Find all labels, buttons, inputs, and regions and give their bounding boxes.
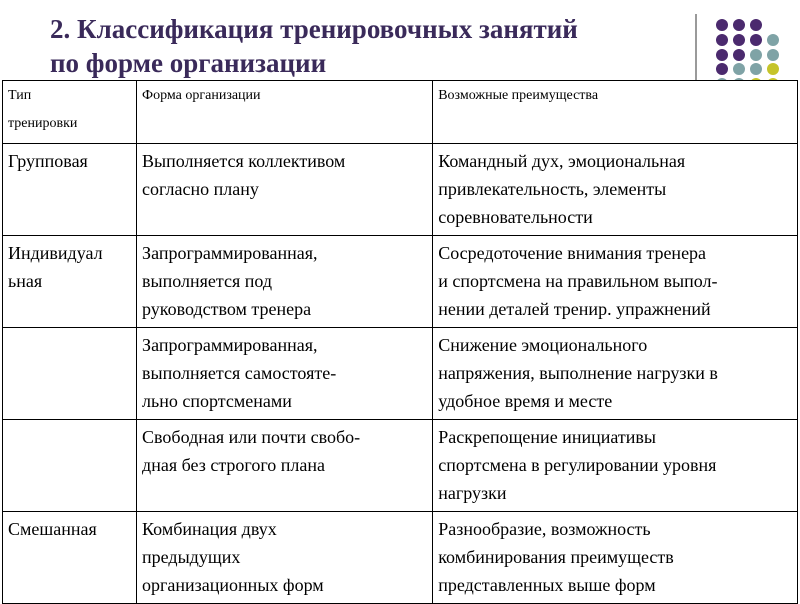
decorative-dot bbox=[716, 34, 728, 46]
table-row bbox=[3, 420, 798, 512]
cell-form bbox=[137, 512, 433, 604]
decorative-dot bbox=[733, 63, 745, 75]
cell-text-line: комбинирования преимуществ bbox=[438, 547, 674, 567]
table-row bbox=[3, 328, 798, 420]
cell-text-line: Сосредоточение внимания тренера bbox=[438, 243, 707, 263]
cell-advantages bbox=[433, 420, 798, 512]
decorative-dot bbox=[733, 19, 745, 31]
table-header-row bbox=[3, 81, 798, 144]
decorative-dot bbox=[767, 34, 779, 46]
table-row bbox=[3, 144, 798, 236]
header-cell-type: Тип тренировки bbox=[3, 81, 137, 144]
cell-text-line: нении деталей тренир. упражнений bbox=[438, 299, 711, 319]
cell-text-line: удобное время и месте bbox=[438, 391, 613, 411]
cell-text-line: привлекательность, элементы bbox=[438, 179, 667, 199]
decorative-dot bbox=[733, 49, 745, 61]
cell-text-line: Запрограммированная, bbox=[142, 243, 318, 263]
cell-text-line: представленных выше форм bbox=[438, 575, 656, 595]
cell-type bbox=[3, 420, 137, 512]
decorative-dot bbox=[750, 34, 762, 46]
cell-text-line: Свободная или почти свобо- bbox=[142, 427, 361, 447]
cell-form bbox=[137, 420, 433, 512]
cell-text-line: выполняется самостояте- bbox=[142, 363, 337, 383]
cell-text-line: Комбинация двух bbox=[142, 519, 277, 539]
header-cell-advantages: Возможные преимущества bbox=[433, 81, 798, 144]
cell-text-line: Раскрепощение инициативы bbox=[438, 427, 656, 447]
cell-text-line: выполняется под bbox=[142, 271, 273, 291]
cell-advantages bbox=[433, 328, 798, 420]
cell-advantages bbox=[433, 144, 798, 236]
decorative-dot bbox=[716, 49, 728, 61]
cell-text-line: напряжения, выполнение нагрузки в bbox=[438, 363, 718, 383]
cell-text-line: Индивидуал bbox=[8, 243, 103, 263]
cell-text-line: руководством тренера bbox=[142, 299, 312, 319]
cell-text-line: дная без строгого плана bbox=[142, 455, 326, 475]
cell-text-line: организационных форм bbox=[142, 575, 324, 595]
cell-form bbox=[137, 236, 433, 328]
decorative-dot bbox=[750, 49, 762, 61]
title-line-2: по форме организации bbox=[50, 48, 327, 78]
decorative-dot bbox=[750, 63, 762, 75]
page-title bbox=[50, 12, 690, 80]
decorative-dot bbox=[716, 63, 728, 75]
cell-advantages bbox=[433, 236, 798, 328]
decorative-dot bbox=[750, 19, 762, 31]
cell-text-line: Командный дух, эмоциональная bbox=[438, 151, 686, 171]
cell-text-line: согласно плану bbox=[142, 179, 259, 199]
cell-form bbox=[137, 328, 433, 420]
decorative-dot bbox=[716, 19, 728, 31]
cell-text-line: и спортсмена на правильном выпол- bbox=[438, 271, 718, 291]
cell-advantages bbox=[433, 512, 798, 604]
cell-text-line: Групповая bbox=[8, 151, 88, 171]
header-cell-form: Форма организации bbox=[137, 81, 433, 144]
decorative-dot bbox=[767, 49, 779, 61]
cell-text-line: нагрузки bbox=[438, 483, 507, 503]
table-row bbox=[3, 512, 798, 604]
cell-text-line: спортсмена в регулировании уровня bbox=[438, 455, 717, 475]
cell-text-line: льно спортсменами bbox=[142, 391, 292, 411]
cell-text-line: Выполняется коллективом bbox=[142, 151, 346, 171]
decorative-dot bbox=[733, 34, 745, 46]
cell-text-line: Запрограммированная, bbox=[142, 335, 318, 355]
cell-text-line: Снижение эмоционального bbox=[438, 335, 648, 355]
table-row bbox=[3, 236, 798, 328]
title-line-1: 2. Классификация тренировочных занятий bbox=[50, 14, 578, 44]
classification-table bbox=[2, 80, 798, 604]
cell-text-line: Разнообразие, возможность bbox=[438, 519, 651, 539]
cell-text-line: соревновательности bbox=[438, 207, 593, 227]
cell-text-line: ьная bbox=[8, 271, 43, 291]
cell-type bbox=[3, 512, 137, 604]
cell-type bbox=[3, 236, 137, 328]
cell-form bbox=[137, 144, 433, 236]
cell-text-line: предыдущих bbox=[142, 547, 241, 567]
cell-type bbox=[3, 144, 137, 236]
cell-type bbox=[3, 328, 137, 420]
decorative-dot bbox=[767, 63, 779, 75]
cell-text-line: Смешанная bbox=[8, 519, 97, 539]
